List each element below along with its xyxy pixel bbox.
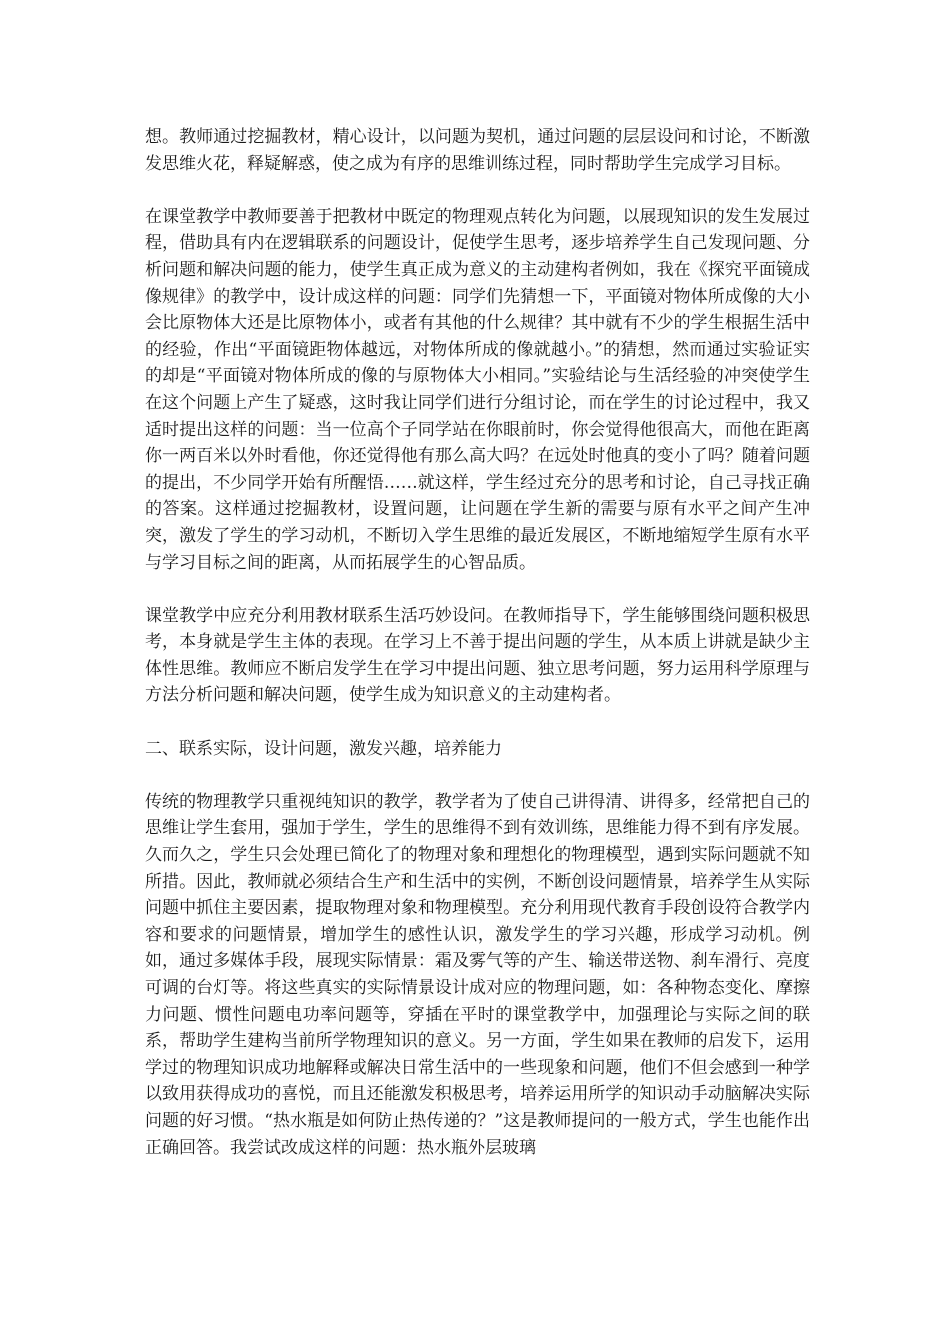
section-heading: 二、联系实际，设计问题，激发兴趣，培养能力 (145, 738, 502, 759)
paragraph-4: 传统的物理教学只重视纯知识的教学，教学者为了使自己讲得清、讲得多，经常把自己的思维让学生套用，强加于学生，学生的思维得不到有效训练，思维能力得不到有序发展。久而久之，学生只会处理已简化了的物理对象和理想化的物理模型，遇到实际问题就不知所措。因此，教师就必须结合生产和生活中的实例，不断创设问题情景，培养学生从实际问题中抓住主要因素，提取物理对象和物理模型。充分利用现代教育手段创设符合教学内容和要求的问题情景，增加学生的感性认识，激发学生的学习兴趣，形成学习动机。例如，通过多媒体手段，展现实际情景：霜及雾气等的产生、输送带送物、刹车滑行、亮度可调的台灯等。将这些真实的实际情景设计成对应的物理问题，如：各种物态变化、摩擦力问题、惯性问题电功率问题等，穿插在平时的课堂教学中，加强理论与实际之间的联系，帮助学生建构当前所学物理知识的意义。另一方面，学生如果在教师的启发下，运用学过的物理知识成功地解释或解决日常生活中的一些现象和问题，他们不但会感到一种学以致用获得成功的喜悦，而且还能激发积极思考，培养运用所学的知识动手动脑解决实际问题的好习惯。“热水瓶是如何防止热传递的？”这是教师提问的一般方式，学生也能作出正确回答。我尝试改成这样的问题：热水瓶外层玻璃 (145, 791, 810, 1158)
paragraph-2: 在课堂教学中教师要善于把教材中既定的物理观点转化为问题，以展现知识的发生发展过程，借助具有内在逻辑联系的问题设计，促使学生思考，逐步培养学生自己发现问题、分析问题和解决问题的能力，使学生真正成为意义的主动建构者例如，我在《探究平面镜成像规律》的教学中，设计成这样的问题：同学们先猜想一下，平面镜对物体所成像的大小会比原物体大还是比原物体小，或者有其他的什么规律？其中就有不少的学生根据生活中的经验，作出“平面镜距物体越远，对物体所成的像就越小。”的猜想，然而通过实验证实的却是“平面镜对物体所成的像的与原物体大小相同。”实验结论与生活经验的冲突使学生在这个问题上产生了疑惑，这时我让同学们进行分组讨论，而在学生的讨论过程中，我又适时提出这样的问题：当一位高个子同学站在你眼前时，你会觉得他很高大，而他在距离你一两百米以外时看他，你还觉得他有那么高大吗？在远处时他真的变小了吗？随着问题的提出，不少同学开始有所醒悟……就这样，学生经过充分的思考和讨论，自己寻找正确的答案。这样通过挖掘教材，设置问题，让问题在学生新的需要与原有水平之间产生冲突，激发了学生的学习动机，不断切入学生思维的最近发展区，不断地缩短学生原有水平与学习目标之间的距离，从而拓展学生的心智品质。 (145, 206, 810, 573)
paragraph-3: 课堂教学中应充分利用教材联系生活巧妙设问。在教师指导下，学生能够围绕问题积极思考，本身就是学生主体的表现。在学习上不善于提出问题的学生，从本质上讲就是缺少主体性思维。教师应不断启发学生在学习中提出问题、独立思考问题，努力运用科学原理与方法分析问题和解决问题，使学生成为知识意义的主动建构者。 (145, 605, 810, 706)
paragraph-1: 想。教师通过挖掘教材，精心设计，以问题为契机，通过问题的层层设问和讨论，不断激发思维火花，释疑解惑，使之成为有序的思维训练过程，同时帮助学生完成学习目标。 (145, 127, 810, 174)
document-page (145, 124, 810, 1161)
